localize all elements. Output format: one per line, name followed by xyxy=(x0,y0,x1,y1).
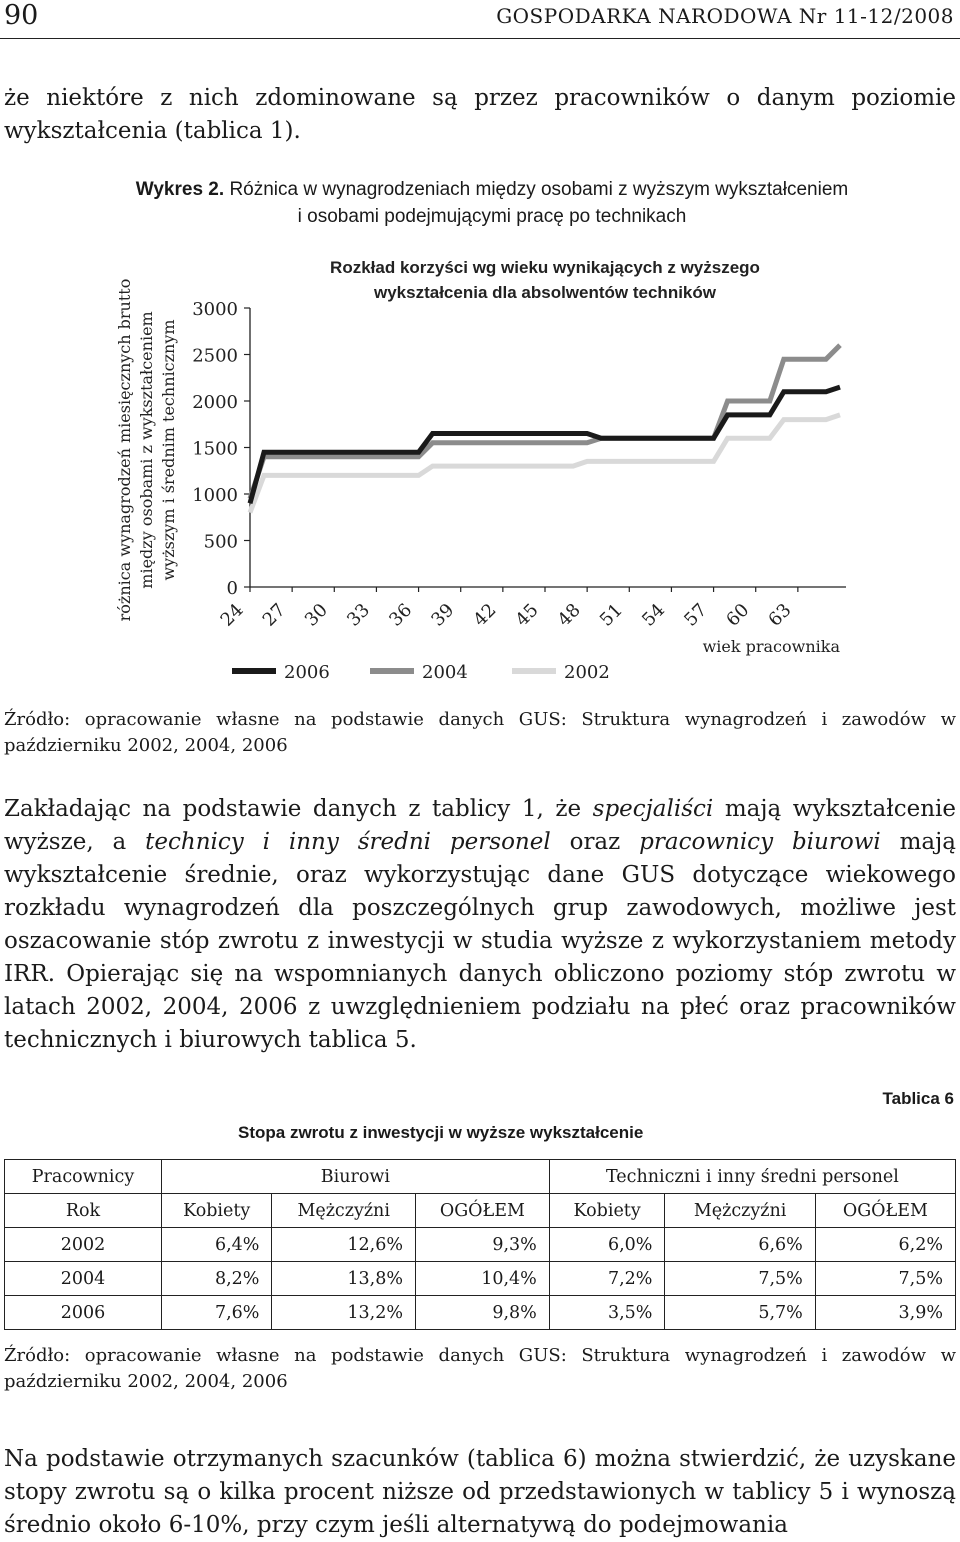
y-axis-label-line: między osobami z wykształceniem xyxy=(137,311,156,589)
table-header-cell: OGÓŁEM xyxy=(815,1194,955,1228)
x-tick-label: 54 xyxy=(638,599,670,631)
intro-paragraph: że niektóre z nich zdominowane są przez pracowników o danym poziomie wykształcenia (tablica 1). xyxy=(4,85,956,144)
page-number: 90 xyxy=(4,0,39,31)
x-tick-label: 45 xyxy=(511,599,543,631)
table-row xyxy=(5,1228,956,1262)
table-cell: 6,6% xyxy=(665,1228,815,1262)
figure-source: Źródło: opracowanie własne na podstawie danych GUS: Struktura wynagrodzeń i zawodów w październiku 2002, 2004, 2006 xyxy=(4,709,956,756)
x-tick-label: 63 xyxy=(764,599,796,631)
data-table xyxy=(4,1159,956,1330)
header-rule xyxy=(0,38,960,39)
series-line-2002 xyxy=(250,415,840,513)
x-tick-label: 48 xyxy=(553,599,585,631)
y-tick-label: 3000 xyxy=(192,299,238,320)
y-tick-label: 1500 xyxy=(192,438,238,460)
table-cell: 3,5% xyxy=(549,1296,665,1330)
body-text: mają wykształcenie średnie, oraz wykorzystując dane GUS dotyczące wiekowego rozkładu wynagrodzeń dla poszczególnych grup zawodowych, możliwe jest oszacowanie stóp zwrotu z inwestycji w studia wyższe z wykorzystaniem metody IRR. Opierając się na wspomnianych danych obliczono poziomy stóp zwrotu w latach 2002, 2004, 2006 z uwzględnieniem podziału na płeć oraz pracowników technicznych i biurowych tablica 5. xyxy=(4,829,956,1053)
table-header-cell: OGÓŁEM xyxy=(415,1194,549,1228)
table-cell: 2006 xyxy=(5,1296,162,1330)
y-axis-label-line: różnica wynagrodzeń miesięcznych brutto xyxy=(115,278,134,622)
table-header-cell: Mężczyźni xyxy=(665,1194,815,1228)
table-cell: 2002 xyxy=(5,1228,162,1262)
table-cell: 7,2% xyxy=(549,1262,665,1296)
table-cell: 3,9% xyxy=(815,1296,955,1330)
table-cell: 9,3% xyxy=(415,1228,549,1262)
chart-title-line2: wykształcenia dla absolwentów techników xyxy=(374,283,716,302)
x-tick-label: 60 xyxy=(722,599,754,631)
table-cell: 5,7% xyxy=(665,1296,815,1330)
table-cell: 8,2% xyxy=(162,1262,272,1296)
body-emphasis: specjaliści xyxy=(592,796,714,822)
x-tick-label: 36 xyxy=(385,599,417,631)
x-tick-label: 27 xyxy=(258,599,290,631)
y-tick-label: 2500 xyxy=(192,345,238,367)
table-cell: 2004 xyxy=(5,1262,162,1296)
y-axis-label-line: wyższym i średnim technicznym xyxy=(159,319,178,581)
figure-title-line2: i osobami podejmującymi pracę po technikach xyxy=(297,206,687,227)
table-number: Tablica 6 xyxy=(882,1089,954,1108)
table-header-cell: Kobiety xyxy=(162,1194,272,1228)
body-text: oraz xyxy=(550,829,640,855)
y-tick-label: 0 xyxy=(226,578,238,599)
y-axis-label xyxy=(115,279,178,622)
y-tick-label: 500 xyxy=(203,531,238,553)
table-cell: 13,2% xyxy=(272,1296,416,1330)
table-caption: Stopa zwrotu z inwestycji w wyższe wykształcenie xyxy=(238,1123,644,1142)
body-emphasis: pracownicy biurowi xyxy=(639,829,881,855)
table-header-cell: Mężczyźni xyxy=(272,1194,416,1228)
legend-label: 2002 xyxy=(564,662,610,683)
table-cell: 6,0% xyxy=(549,1228,665,1262)
journal-title: GOSPODARKA NARODOWA Nr 11-12/2008 xyxy=(496,4,954,28)
table-header-cell: Techniczni i inny średni personel xyxy=(549,1160,955,1194)
table-cell: 6,2% xyxy=(815,1228,955,1262)
x-axis-label: wiek pracownika xyxy=(702,637,840,656)
x-tick-label: 57 xyxy=(680,599,712,631)
body-paragraph-2: Na podstawie otrzymanych szacunków (tablica 6) można stwierdzić, że uzyskane stopy zwrotu są o kilka procent niższe od przedstawionych w tablicy 5 i wynoszą średnio około 6-10%, przy czym jeśli alternatywą do podejmowania xyxy=(4,1446,956,1538)
x-tick-label: 24 xyxy=(216,599,248,631)
table-header-cell: Rok xyxy=(5,1194,162,1228)
legend-label: 2006 xyxy=(284,662,330,683)
line-chart xyxy=(0,240,960,700)
figure-title xyxy=(112,176,872,230)
table-header-cell: Pracownicy xyxy=(5,1160,162,1194)
table-group-header-row xyxy=(5,1160,956,1194)
table-row xyxy=(5,1262,956,1296)
table-cell: 13,8% xyxy=(272,1262,416,1296)
table-header-cell: Biurowi xyxy=(162,1160,550,1194)
figure-label: Wykres 2. xyxy=(135,179,225,200)
y-tick-label: 1000 xyxy=(192,485,238,506)
x-tick-label: 42 xyxy=(469,599,501,631)
body-paragraph-1 xyxy=(4,793,956,1057)
table-cell: 7,6% xyxy=(162,1296,272,1330)
legend-label: 2004 xyxy=(422,662,468,683)
table-source: Źródło: opracowanie własne na podstawie danych GUS: Struktura wynagrodzeń i zawodów w październiku 2002, 2004, 2006 xyxy=(4,1345,956,1392)
table-cell: 9,8% xyxy=(415,1296,549,1330)
table-cell: 7,5% xyxy=(815,1262,955,1296)
table-cell: 7,5% xyxy=(665,1262,815,1296)
x-tick-label: 51 xyxy=(595,599,627,631)
x-tick-label: 39 xyxy=(427,599,459,631)
table-row xyxy=(5,1296,956,1330)
body-text: mają wykształcenie wyższe, a xyxy=(4,796,956,855)
x-tick-label: 30 xyxy=(300,599,332,631)
chart-title-line1: Rozkład korzyści wg wieku wynikających z wyższego xyxy=(330,258,760,277)
table-header-cell: Kobiety xyxy=(549,1194,665,1228)
table-cell: 12,6% xyxy=(272,1228,416,1262)
body-emphasis: technicy i inny średni personel xyxy=(145,829,551,855)
figure-title-line1: Różnica w wynagrodzeniach między osobami z wyższym wykształceniem xyxy=(229,179,849,200)
table-sub-header-row xyxy=(5,1194,956,1228)
table-cell: 10,4% xyxy=(415,1262,549,1296)
body-text: Zakładając na podstawie danych z tablicy 1, że xyxy=(4,796,593,822)
y-tick-label: 2000 xyxy=(192,392,238,413)
table-cell: 6,4% xyxy=(162,1228,272,1262)
x-tick-label: 33 xyxy=(343,599,375,631)
